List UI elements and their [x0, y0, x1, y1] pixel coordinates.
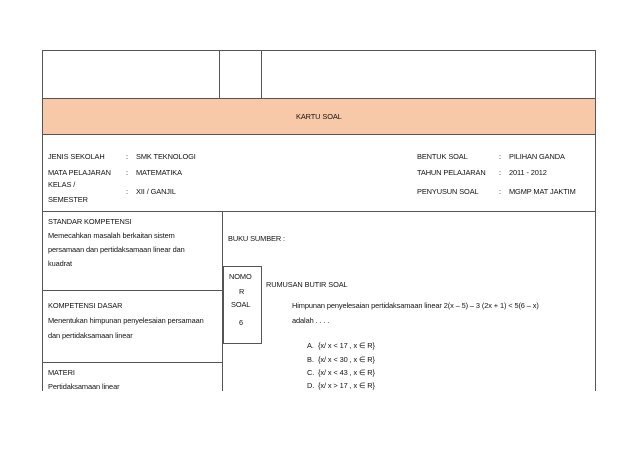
border [219, 50, 220, 98]
nomor-soal-value: 6 [239, 318, 244, 327]
info-sep: : [126, 187, 128, 196]
standar-kompetensi-line: kuadrat [48, 259, 72, 268]
kompetensi-dasar-heading: KOMPETENSI DASAR [48, 301, 123, 310]
nomor-soal-label: SOAL [231, 300, 251, 309]
option-letter: D. [307, 381, 315, 390]
border [261, 266, 262, 344]
border [42, 134, 596, 135]
info-value-tahun-pelajaran: 2011 - 2012 [509, 168, 547, 177]
border [261, 50, 262, 98]
question-text: Himpunan penyelesaian pertidaksamaan linear 2(x – 5) – 3 (2x + 1) < 5(6 – x) [292, 301, 539, 310]
card-title: KARTU SOAL [296, 112, 342, 121]
info-value-penyusun-soal: MGMP MAT JAKTIM [509, 187, 576, 196]
border [223, 266, 224, 344]
rumusan-butir-soal-heading: RUMUSAN BUTIR SOAL [266, 280, 348, 289]
border [223, 343, 262, 344]
option-letter: A. [307, 341, 314, 350]
border [42, 98, 596, 99]
option-text: {x/ x < 17 , x ∈ R} [318, 341, 375, 350]
border [223, 266, 262, 267]
info-value-bentuk-soal: PILIHAN GANDA [509, 152, 565, 161]
info-label-bentuk-soal: BENTUK SOAL [417, 152, 468, 161]
kompetensi-dasar-line: dan pertidaksamaan linear [48, 331, 133, 340]
info-sep: : [499, 152, 501, 161]
option-text: {x/ x < 43 , x ∈ R} [318, 368, 375, 377]
info-label-semester: SEMESTER [48, 195, 88, 204]
materi-heading: MATERI [48, 368, 75, 377]
option-text: {x/ x < 30 , x ∈ R} [318, 355, 375, 364]
option-letter: B. [307, 355, 314, 364]
buku-sumber-label: BUKU SUMBER : [228, 234, 286, 243]
info-sep: : [499, 168, 501, 177]
info-label-kelas: KELAS / [48, 180, 76, 189]
info-label-tahun-pelajaran: TAHUN PELAJARAN [417, 168, 486, 177]
border [42, 50, 43, 391]
info-sep: : [499, 187, 501, 196]
info-value-kelas: XII / GANJIL [136, 187, 176, 196]
question-text-cont: adalah . . . . [292, 316, 330, 325]
info-value-jenis-sekolah: SMK TEKNOLOGI [136, 152, 196, 161]
standar-kompetensi-line: Memecahkan masalah berkaitan sistem [48, 231, 175, 240]
option-text: {x/ x > 17 , x ∈ R} [318, 381, 375, 390]
info-sep: : [126, 168, 128, 177]
info-label-jenis-sekolah: JENIS SEKOLAH [48, 152, 105, 161]
nomor-soal-label: R [239, 287, 245, 296]
materi-text: Pertidaksamaan linear [48, 382, 120, 391]
standar-kompetensi-heading: STANDAR KOMPETENSI [48, 217, 132, 226]
border [42, 362, 222, 363]
option-letter: C. [307, 368, 315, 377]
border [595, 50, 596, 391]
info-value-mata-pelajaran: MATEMATIKA [136, 168, 182, 177]
info-label-mata-pelajaran: MATA PELAJARAN [48, 168, 111, 177]
info-label-penyusun-soal: PENYUSUN SOAL [417, 187, 479, 196]
nomor-soal-label: NOMO [229, 272, 252, 281]
border [42, 211, 596, 212]
kompetensi-dasar-line: Menentukan himpunan penyelesaian persamaan [48, 316, 204, 325]
border [42, 290, 222, 291]
border [42, 50, 596, 51]
standar-kompetensi-line: persamaan dan pertidaksamaan linear dan [48, 245, 185, 254]
info-sep: : [126, 152, 128, 161]
